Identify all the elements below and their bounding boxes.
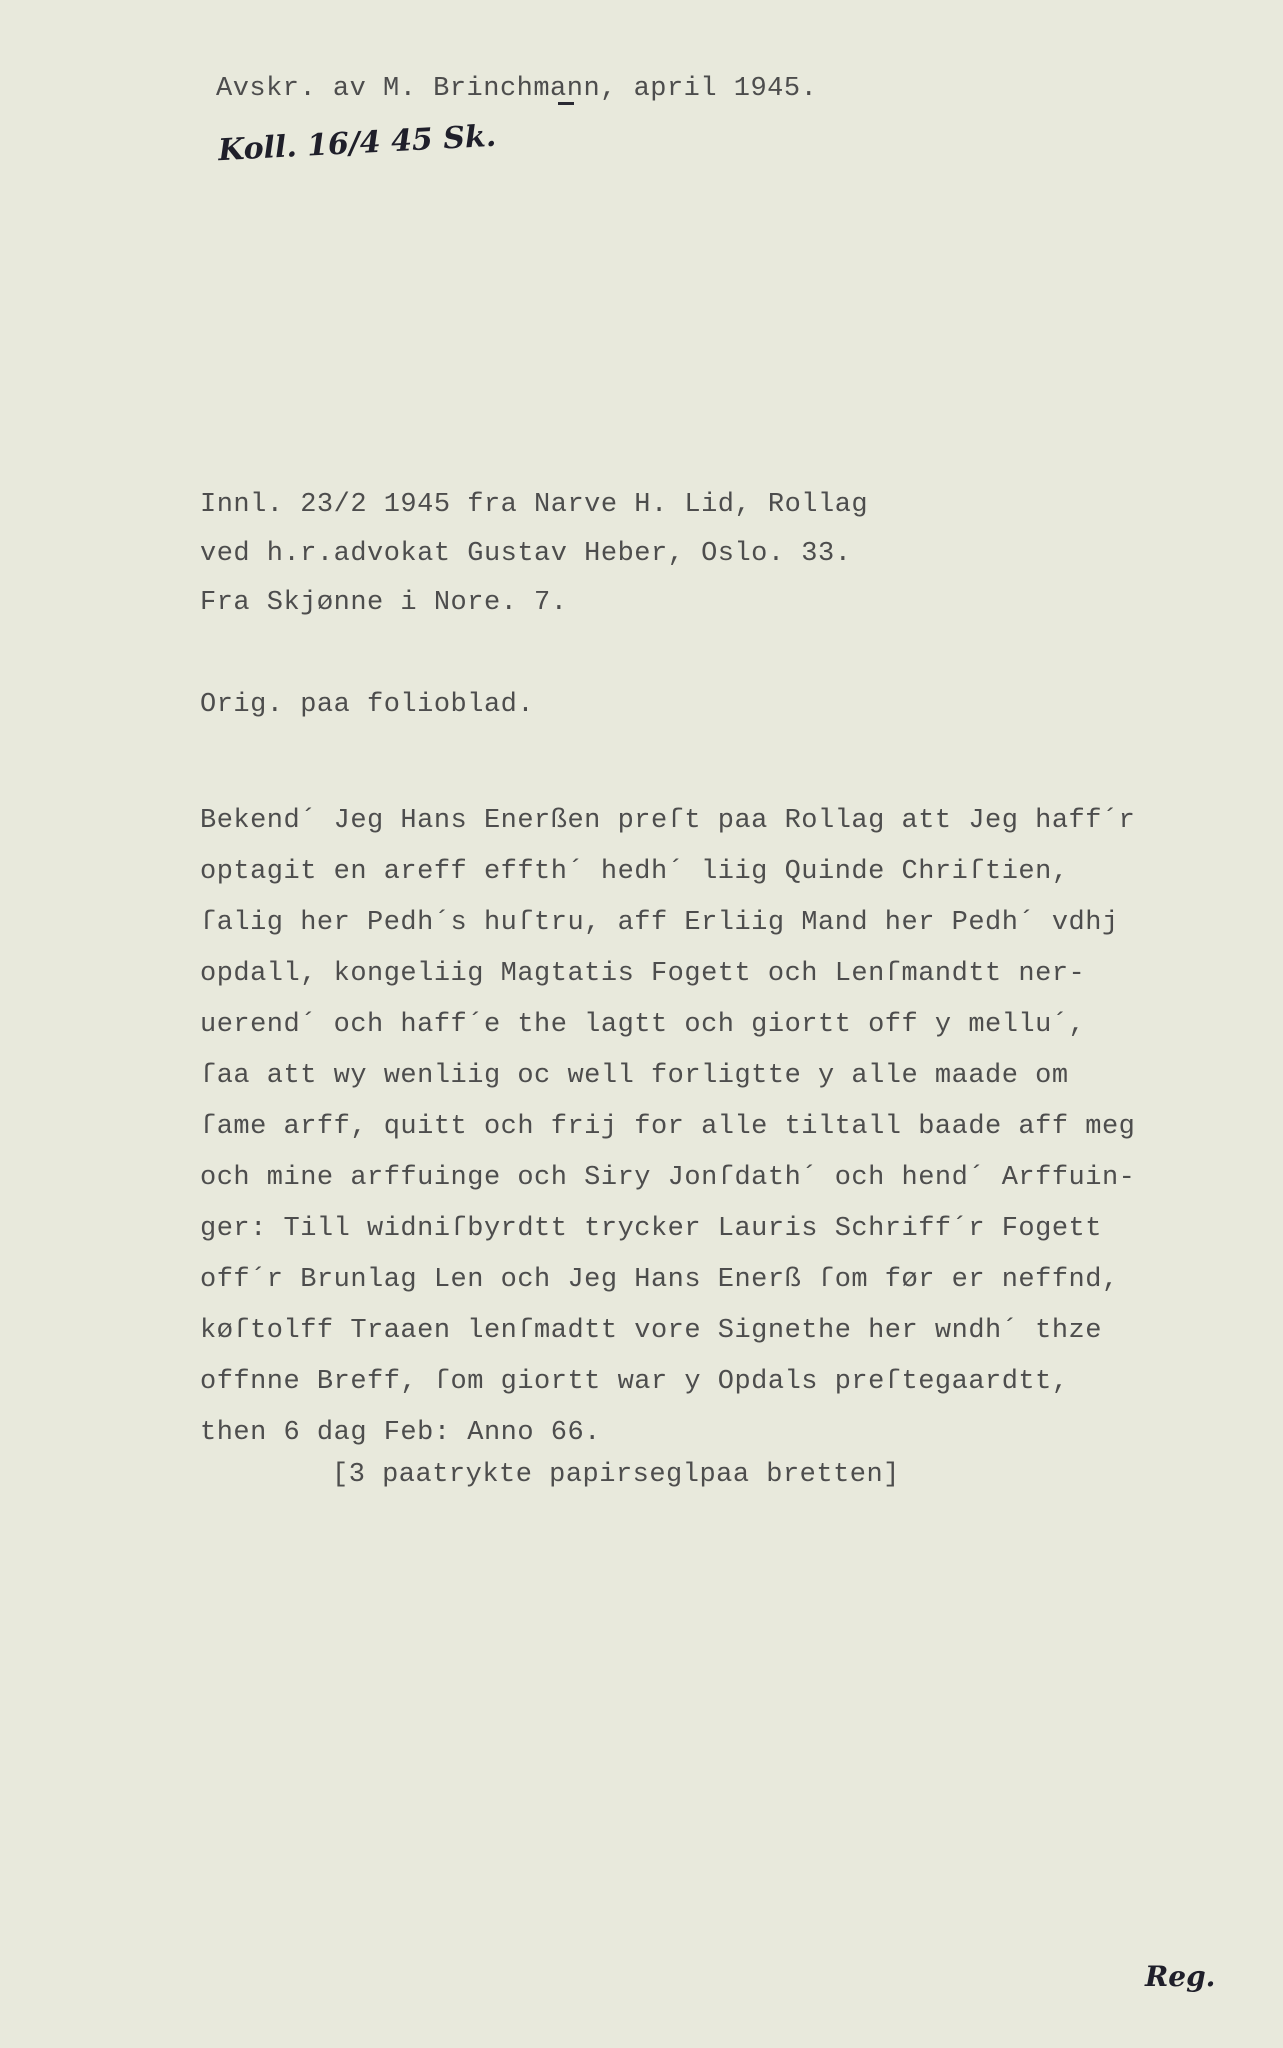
letter-line: køſtolff Traaen lenſmadtt vore Signethe her wndh´ thze — [200, 1316, 1102, 1346]
intake-line: Innl. 23/2 1945 fra Narve H. Lid, Rollag — [200, 490, 869, 520]
transcription-note: Avskr. av M. Brinchmann, april 1945. — [216, 74, 818, 104]
letter-line: offnne Breff, ſom giortt war y Opdals preſtegaardtt, — [200, 1367, 1069, 1397]
letter-line: ſame arff, quitt och frij for alle tiltall baade aff meg — [200, 1112, 1136, 1142]
handwritten-collation-note: Koll. 16/4 45 Sk. — [217, 118, 497, 169]
letter-line: optagit en areff effth´ hedh´ liig Quinde Chriſtien, — [200, 857, 1069, 887]
handwritten-underline-mark — [558, 102, 574, 105]
letter-line: off´r Brunlag Len och Jeg Hans Enerß ſom før er neffnd, — [200, 1265, 1119, 1295]
letter-line: ger: Till widniſbyrdtt trycker Lauris Schriff´r Fogett — [200, 1214, 1102, 1244]
intake-line: ved h.r.advokat Gustav Heber, Oslo. 33. — [200, 539, 852, 569]
letter-line: och mine arffuinge och Siry Jonſdath´ och hend´ Arffuin- — [200, 1163, 1136, 1193]
letter-line: Bekend´ Jeg Hans Enerßen preſt paa Rollag att Jeg haff´r — [200, 806, 1136, 836]
letter-line: ſaa att wy wenliig oc well forligtte y alle maade om — [200, 1061, 1069, 1091]
letter-line: uerend´ och haff´e the lagtt och giortt off y mellu´, — [200, 1010, 1086, 1040]
seal-note: [3 paatrykte papirseglpaa bretten] — [332, 1460, 900, 1490]
letter-line: opdall, kongeliig Magtatis Fogett och Lenſmandtt ner- — [200, 959, 1086, 989]
registration-mark: Reg. — [1145, 1960, 1216, 1993]
original-note: Orig. paa folioblad. — [200, 690, 535, 720]
letter-line: then 6 dag Feb: Anno 66. — [200, 1418, 601, 1448]
intake-line: Fra Skjønne i Nore. 7. — [200, 588, 568, 618]
letter-line: ſalig her Pedh´s huſtru, aff Erliig Mand her Pedh´ vdhj — [200, 908, 1119, 938]
